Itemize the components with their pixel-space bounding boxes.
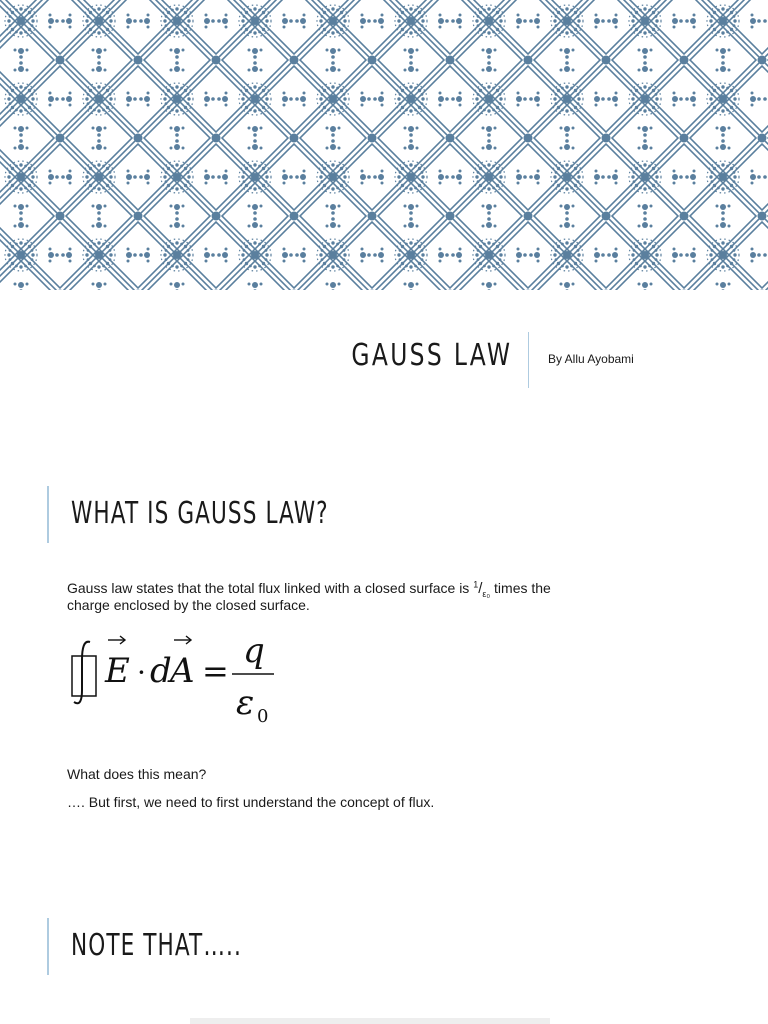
section-heading-what-is: WHAT IS GAUSS LAW? xyxy=(71,496,329,531)
section-accent-bar xyxy=(47,918,49,975)
author-subtitle: By Allu Ayobami xyxy=(548,352,634,366)
section-accent-bar xyxy=(47,486,49,543)
epsilon: ε xyxy=(236,683,255,723)
title-slide xyxy=(0,290,768,440)
statement-text-part2: times the xyxy=(494,580,551,596)
statement-text-part1: Gauss law states that the total flux linked with a closed surface is xyxy=(67,580,470,596)
gauss-law-equation xyxy=(68,628,298,738)
fraction-slash: / xyxy=(478,580,483,597)
title-divider xyxy=(528,332,529,388)
one-over-epsilon-fraction xyxy=(473,579,491,599)
gauss-law-statement xyxy=(67,580,707,614)
closed-surface-integral-symbol xyxy=(72,642,96,704)
vector-a: A xyxy=(170,651,195,691)
differential-d: d xyxy=(150,651,172,691)
charge-q: q xyxy=(243,631,265,671)
dot-operator: · xyxy=(137,656,146,689)
statement-text-line2: charge enclosed by the closed surface. xyxy=(67,597,310,613)
fraction-numerator: 1 xyxy=(473,579,479,590)
followup-text: …. But first, we need to first understand the concept of flux. xyxy=(67,794,435,810)
vector-e: E xyxy=(105,651,130,691)
epsilon-subscript: 0 xyxy=(257,706,269,727)
equals-sign: = xyxy=(202,652,229,690)
question-text: What does this mean? xyxy=(67,766,207,782)
presentation-title: GAUSS LAW xyxy=(351,338,512,373)
fraction-denominator: ε₀ xyxy=(482,588,491,599)
section-heading-note: NOTE THAT….. xyxy=(71,928,242,963)
next-slide-edge xyxy=(190,1018,550,1024)
decorative-pattern-banner xyxy=(0,0,768,290)
